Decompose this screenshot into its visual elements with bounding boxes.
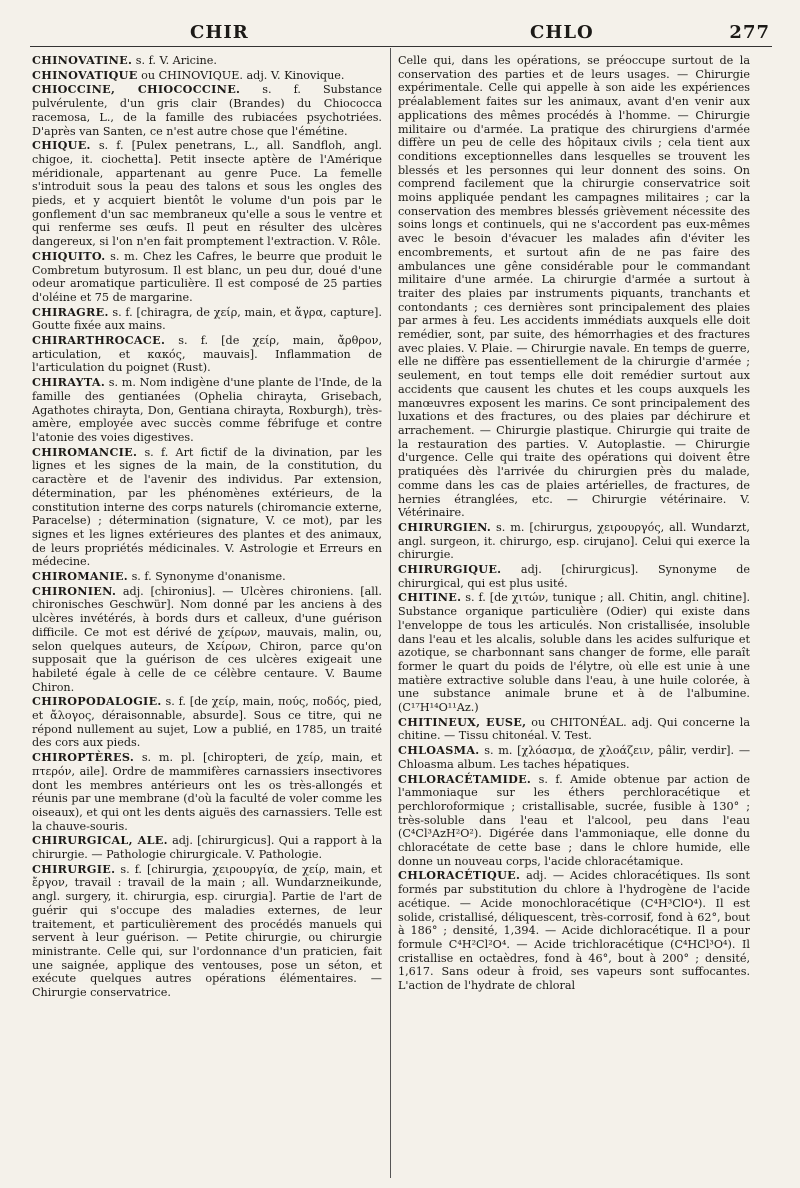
- entry-text: s. f. [chirurgia, χειρουργία, de χείρ, main, et ἔργον, travail : travail de la main ; all. Wundarzneikunde, angl. surgery, it. chirurgia, esp. cirurgia]. Partie de l'art de guérir qui s'occupe des maladies externes, de leur traitement, et particulièrement des procédés manuels qui servent à leur guérison. — Petite chirurgie, ou chirurgie ministrante. Celle qui, sur l'ordonnance d'un praticien, fait une saignée, applique des ventouses, pose un séton, et exécute quelques autres opérations élémentaires. — Chirurgie conservatrice.: [32, 862, 382, 1000]
- entry-headword: CHINOVATINE.: [32, 54, 133, 67]
- dictionary-entry: [32, 695, 382, 750]
- entry-text: s. f. Amide obtenue par action de l'ammoniaque sur les éthers perchloracétique et perchloroformique ; cristallisable, sucrée, fusible à 130° ; très-soluble dans l'eau et l'alcool, peu dans l'eau (C⁴Cl³AzH²O²). Digérée dans l'ammoniaque, elle donne du chloracétate de cette base ; dans le chlore humide, elle donne un nouveau corps, l'acide chloracétamique.: [398, 772, 750, 868]
- entry-headword: CHLORACÉTIQUE.: [398, 868, 521, 883]
- entry-text: ou CHINOVIQUE. adj. V. Kinovique.: [141, 68, 345, 82]
- entry-headword: CHIOCCINE, CHIOCOCCINE.: [32, 82, 241, 97]
- column-divider: [390, 48, 391, 1178]
- entry-headword: CHIROMANCIE.: [32, 444, 138, 459]
- entry-text: s. f. Substance pulvérulente, d'un gris clair (Brandes) du Chiococca racemosa, L., de la famille des rubiacées psychotriées. D'après van Santen, ce n'est autre chose que l'émétine.: [32, 83, 382, 138]
- dictionary-entry: [32, 376, 382, 445]
- entry-headword: CHIRAGRE.: [32, 304, 109, 319]
- header-rule: [30, 46, 772, 47]
- dictionary-entry: [398, 716, 750, 743]
- entry-text: adj. [chironius]. — Ulcères chironiens. [all. chironisches Geschwür]. Nom donné par les anciens à des ulcères invétérés, à bords durs et calleux, d'une guérison difficile. Ce mot est dérivé de χείρων, mauvais, malin, ou, selon quelques auteurs, de Χείρων, Chiron, parce qu'on supposait que la guérison de ces ulcères exigeait une habileté égale à celle de ce célèbre centaure. V. Baume Chiron.: [32, 584, 382, 694]
- entry-text: s. m. pl. [chiropteri, de χείρ, main, et πτερόν, aile]. Ordre de mammifères carnassiers insectivores dont les membres antérieurs ont les os très-allongés et réunis par une membrane (d'où la faculté de voler comme les oiseaux), et qui ont les dents aiguës des carnassiers. Telle est la chauve-souris.: [32, 751, 382, 833]
- dictionary-entry: [398, 54, 750, 520]
- dictionary-entry: [398, 563, 750, 590]
- entry-headword: CHITINEUX, EUSE,: [398, 714, 527, 729]
- entry-headword: CHIRURGICAL, ALE.: [32, 833, 168, 848]
- dictionary-entry: [32, 751, 382, 833]
- entry-headword: CHIROMANIE.: [32, 569, 128, 584]
- entry-headword: CHIQUITO.: [32, 248, 106, 263]
- entry-text: adj. [chirurgicus]. Qui a rapport à la chirurgie. — Pathologie chirurgicale. V. Pathologie.: [32, 834, 382, 862]
- dictionary-entry: [32, 570, 382, 584]
- entry-headword: CHLOASMA.: [398, 743, 480, 758]
- entry-text: s. f. [de χιτών, tunique ; all. Chitin, angl. chitine]. Substance organique particulière (Odier) qui existe dans l'enveloppe de tous les articulés. Non cristallisée, insoluble dans l'eau et les alcalis, soluble dans les acides sulfurique et azotique, se charbonnant sans changer de forme, elle paraît former le quart du poids de l'élytre, où elle est unie à une matière extractive soluble dans l'eau, à une huile colorée, à une substance animale brune et à de l'albumine. (C¹⁷H¹⁴O¹¹Az.): [398, 591, 750, 715]
- dictionary-entry: [32, 306, 382, 333]
- dictionary-entry: [32, 69, 382, 83]
- running-head-right: CHLO: [530, 22, 594, 43]
- entry-text: s. f. [Pulex penetrans, L., all. Sandfloh, angl. chigoe, it. ciochetta]. Petit insecte aptère de l'Amérique méridionale, appartenant au genre Puce. La femelle s'introduit sous la peau des talons et sous les ongles des pieds, et y acquiert bientôt le volume d'un pois par le gonflement d'un sac membraneux qu'elle a sous le ventre et qui renferme ses œufs. Il peut en résulter des ulcères dangereux, si l'on n'en fait promptement l'extraction. V. Rôle.: [32, 139, 382, 249]
- entry-text: s. m. Chez les Cafres, le beurre que produit le Combretum butyrosum. Il est blanc, un peu dur, doué d'une odeur aromatique particulière. Il est composé de 25 parties d'oléine et 75 de margarine.: [32, 249, 382, 304]
- dictionary-entry: [32, 54, 382, 68]
- entry-text: Celle qui, dans les opérations, se préoccupe surtout de la conservation des parties et de leurs usages. — Chirurgie expérimentale. Celle qui appelle à son aide les expériences préalablement faites sur les animaux, avant d'en venir aux applications des mêmes procédés à l'homme. — Chirurgie militaire ou d'armée. La pratique des chirurgiens d'armée diffère un peu de celle des hôpitaux civils ; cela tient aux conditions exceptionnelles dans lesquelles se trouvent les blessés et les personnes qui leur donnent des soins. On comprend facilement que la chirurgie conservatrice soit moins appliquée pendant les campagnes militaires ; car la conservation des membres blessés grièvement nécessite des soins longs et continuels, qui ne s'accordent pas eux-mêmes avec le besoin d'évacuer les malades afin d'éviter les encombrements, et surtout afin de ne pas faire des ambulances une gêne considérable pour le commandant militaire d'une armée. La chirurgie d'armée a surtout à traiter des plaies par instruments piquants, tranchants et contondants ; ces dernières sont principalement des plaies par armes à feu. Les accidents immédiats auxquels elle doit remédier, sont, par suite, des hémorrhagies et des fractures avec plaies. V. Plaie. — Chirurgie navale. En temps de guerre, elle ne diffère pas essentiellement de la chirurgie d'armée ; seulement, en tout temps elle doit remédier surtout aux accidents que causent les chutes et les coups auxquels les manœuvres exposent les marins. Ce sont principalement des luxations et des fractures, ou des plaies par déchirure et arrachement. — Chirurgie plastique. Chirurgie qui traite de la restauration des parties. V. Autoplastie. — Chirurgie d'urgence. Celle qui traite des opérations qui doivent être pratiquées dès l'arrivée du chirurgien près du malade, comme dans les cas de plaies artérielles, de fractures, de hernies étranglées, etc. — Chirurgie vétérinaire. V. Vétérinaire.: [398, 54, 750, 520]
- running-head-left: CHIR: [190, 22, 249, 43]
- entry-headword: CHIRURGIQUE.: [398, 562, 502, 577]
- entry-text: adj. [chirurgicus]. Synonyme de chirurgical, qui est plus usité.: [398, 563, 750, 590]
- entry-text: s. f. [chiragra, de χείρ, main, et ἄγρα, capture]. Goutte fixée aux mains.: [32, 305, 382, 333]
- entry-headword: CHIRAYTA.: [32, 375, 106, 390]
- dictionary-entry: [398, 744, 750, 771]
- entry-headword: CHIRURGIEN.: [398, 519, 492, 534]
- entry-headword: CHLORACÉTAMIDE.: [398, 771, 532, 786]
- entry-headword: CHIQUE.: [32, 138, 91, 153]
- entry-text: adj. — Acides chloracétiques. Ils sont formés par substitution du chlore à l'hydrogène de l'acide acétique. — Acide monochloracétique (C⁴H³ClO⁴). Il est solide, cristallisé, déliquescent, très-corrosif, fond à 62°, bout à 186° ; densité, 1,394. — Acide dichloracétique. Il a pour formule C⁴H²Cl²O⁴. — Acide trichloracétique (C⁴HCl³O⁴). Il cristallise en octaèdres, fond à 46°, bout à 200° ; densité, 1,617. Sans odeur à froid, ses vapeurs sont suffocantes. L'action de l'hydrate de chloral: [398, 869, 750, 993]
- entry-text: s. m. Nom indigène d'une plante de l'Inde, de la famille des gentianées (Ophelia chirayta, Grisebach, Agathotes chirayta, Don, Gentiana chirayta, Roxburgh), très-amère, employée avec succès comme fébrifuge et contre l'atonie des voies digestives.: [32, 376, 382, 444]
- entry-headword: CHIRURGIE.: [32, 861, 116, 876]
- dictionary-entry: [32, 250, 382, 305]
- entry-headword: CHITINE.: [398, 590, 462, 605]
- entry-text: s. f. [de χείρ, main, ἄρθρον, articulation, et κακός, mauvais]. Inflammation de l'articulation du poignet (Rust).: [32, 334, 382, 375]
- dictionary-entry: [32, 446, 382, 569]
- page-header: [30, 16, 770, 46]
- dictionary-entry: [32, 863, 382, 1000]
- dictionary-entry: [32, 139, 382, 249]
- entry-text: s. m. [chirurgus, χειρουργός, all. Wundarzt, angl. surgeon, it. chirurgo, esp. cirujano]. Celui qui exerce la chirurgie.: [398, 520, 750, 562]
- dictionary-entry: [32, 834, 382, 861]
- entry-headword: CHIRONIEN.: [32, 583, 117, 598]
- entry-headword: CHIROPTÈRES.: [32, 750, 135, 765]
- dictionary-entry: [32, 334, 382, 375]
- entry-headword: CHIROPODALOGIE.: [32, 694, 162, 709]
- dictionary-entry: [398, 591, 750, 714]
- dictionary-entry: [32, 585, 382, 695]
- dictionary-entry: [398, 773, 750, 869]
- dictionary-entry: [398, 521, 750, 562]
- dictionary-entry: [398, 869, 750, 992]
- entry-text: s. f. V. Aricine.: [135, 54, 217, 67]
- entry-headword: CHINOVATIQUE: [32, 67, 138, 82]
- entry-text: s. f. Art fictif de la divination, par les lignes et les signes de la main, de la constitution, du caractère et de l'avenir des individus. Par extension, détermination, par les phénomènes extérieurs, de la constitution interne des corps naturels (chiromancie externe, Paracelse) ; détermination (signature, V. ce mot), par les signes et les lignes extérieures des plantes et des animaux, de leurs propriétés médicinales. V. Astrologie et Erreurs en médecine.: [32, 445, 382, 569]
- entry-text: s. f. [de χείρ, main, πούς, ποδός, pied, et ἄλογος, déraisonnable, absurde]. Sous ce titre, qui ne répond nullement au sujet, Low a publié, en 1785, un traité des cors aux pieds.: [32, 695, 382, 750]
- entry-text: s. m. [χλόασμα, de χλοάζειν, pâlir, verdir]. — Chloasma album. Les taches hépatiques.: [398, 744, 750, 771]
- entry-headword: CHIRARTHROCACE.: [32, 333, 166, 348]
- dictionary-entry: [32, 83, 382, 138]
- right-column: [398, 54, 750, 1174]
- page-number: 277: [729, 22, 770, 43]
- left-column: [32, 54, 382, 1174]
- entry-text: s. f. Synonyme d'onanisme.: [131, 570, 286, 584]
- entry-text: ou CHITONÉAL. adj. Qui concerne la chitine. — Tissu chitonéal. V. Test.: [398, 715, 750, 743]
